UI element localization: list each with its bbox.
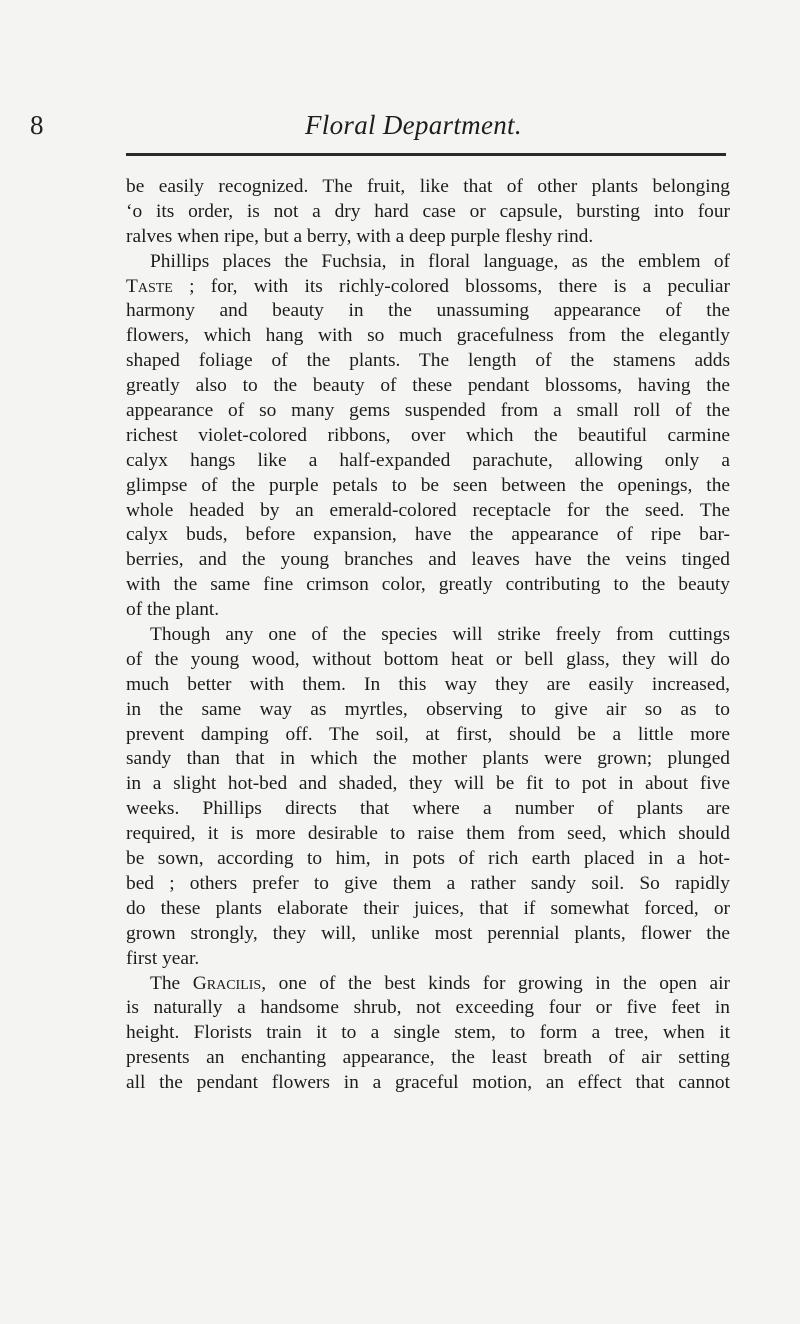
text-line: sandy than that in which the mother plants were grown; plunged (126, 748, 730, 770)
text-line: be sown, according to him, in pots of rich earth placed in a hot- (126, 848, 730, 870)
text-line: with the same fine crimson color, greatly contributing to the beauty (126, 574, 730, 596)
text-line: height. Florists train it to a single stem, to form a tree, when it (126, 1022, 730, 1044)
text-line: is naturally a handsome shrub, not exceeding four or five feet in (126, 997, 730, 1019)
text-line: first year. (126, 947, 200, 969)
text-line: grown strongly, they will, unlike most perennial plants, flower the (126, 922, 730, 944)
text-line: flowers, which hang with so much gracefulness from the elegantly (126, 325, 730, 347)
small-caps-term: Gracilis (192, 972, 262, 994)
text-line: required, it is more desirable to raise them from seed, which should (126, 823, 730, 845)
text-line: ‘o its order, is not a dry hard case or capsule, bursting into four (126, 200, 730, 222)
text-line: much better with them. In this way they are easily increased, (126, 673, 730, 695)
text-line: all the pendant flowers in a graceful motion, an effect that cannot (126, 1072, 730, 1094)
text-line: of the plant. (126, 599, 220, 621)
text-line: berries, and the young branches and leaves have the veins tinged (126, 549, 730, 571)
text-line: shaped foliage of the plants. The length of the stamens adds (126, 350, 730, 372)
text-line: The Gracilis, one of the best kinds for growing in the open air (150, 972, 731, 994)
text-line: bed ; others prefer to give them a rather sandy soil. So rapidly (126, 872, 730, 894)
page-header (0, 110, 800, 150)
text-line: greatly also to the beauty of these pendant blossoms, having the (126, 375, 730, 397)
text-line: richest violet-colored ribbons, over which the beautiful carmine (126, 424, 730, 446)
text-line: presents an enchanting appearance, the least breath of air setting (126, 1047, 730, 1069)
text-line: prevent damping off. The soil, at first, should be a little more (126, 723, 730, 745)
text-line: appearance of so many gems suspended from a small roll of the (126, 400, 730, 422)
text-line: Taste ; for, with its richly-colored blossoms, there is a peculiar (126, 275, 730, 297)
text-line: calyx buds, before expansion, have the appearance of ripe bar- (126, 524, 730, 546)
text-line: Though any one of the species will strike freely from cuttings (150, 624, 730, 646)
body-text (126, 175, 730, 1096)
text-line: in the same way as myrtles, observing to give air so as to (126, 698, 730, 720)
text-line: whole headed by an emerald-colored receptacle for the seed. The (126, 499, 730, 521)
text-line: in a slight hot-bed and shaded, they will be fit to pot in about five (126, 773, 730, 795)
page-number: 8 (30, 110, 44, 140)
text-line: calyx hangs like a half-expanded parachute, allowing only a (126, 449, 730, 471)
text-line: of the young wood, without bottom heat or bell glass, they will do (126, 648, 730, 670)
text-line: harmony and beauty in the unassuming appearance of the (126, 300, 730, 322)
header-rule (126, 153, 726, 156)
small-caps-term: Taste (126, 275, 173, 297)
text-line: Phillips places the Fuchsia, in floral language, as the emblem of (150, 250, 730, 272)
text-line: ralves when ripe, but a berry, with a deep purple fleshy rind. (126, 225, 594, 247)
text-line: glimpse of the purple petals to be seen between the openings, the (126, 474, 730, 496)
text-line: be easily recognized. The fruit, like that of other plants belonging (126, 176, 730, 197)
text-line: weeks. Phillips directs that where a number of plants are (126, 798, 730, 820)
running-title: Floral Department. (305, 110, 522, 140)
text-line: do these plants elaborate their juices, that if somewhat forced, or (126, 897, 730, 919)
